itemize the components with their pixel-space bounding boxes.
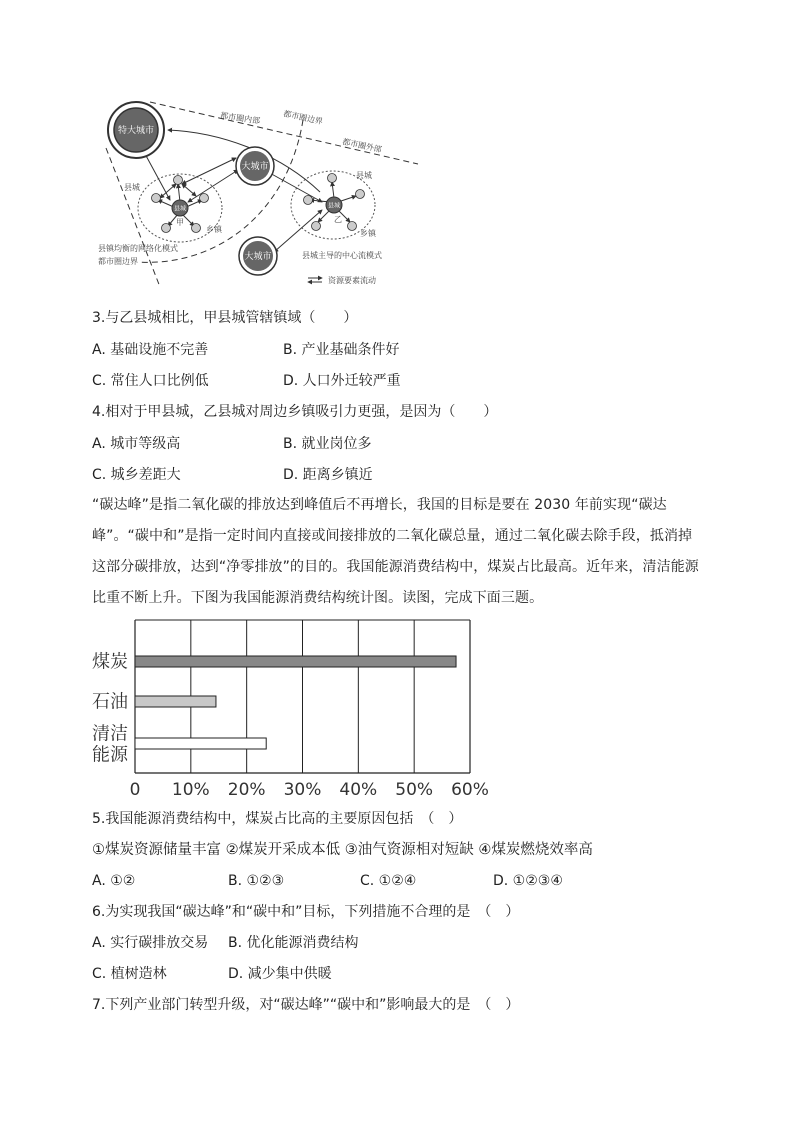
dashed-boundary-curve — [138, 120, 303, 262]
bar-清洁能源 — [135, 738, 266, 749]
metro-edge-top-label: 都市圈边界 — [282, 109, 324, 127]
q5-option-b: B. ①②③ — [228, 873, 285, 889]
county-label-right: 县城 — [356, 171, 372, 180]
x-tick-label-4: 40% — [339, 780, 378, 800]
category-label-石油-0: 石油 — [92, 691, 128, 713]
megacity-label: 特大城市 — [117, 126, 155, 136]
bar-石油 — [135, 696, 216, 707]
q6-option-a: A. 实行碳排放交易 — [92, 935, 209, 951]
x-tick-label-6: 60% — [451, 780, 489, 800]
q5-stem: 5.我国能源消费结构中，煤炭占比高的主要原因包括 （ ） — [92, 811, 463, 827]
q6-option-c: C. 植树造林 — [92, 966, 167, 982]
q3-stem: 3.与乙县城相比，甲县城管辖镇域（ ） — [92, 310, 358, 326]
legend-label: 资源要素流动 — [328, 276, 376, 285]
q4-option-a: A. 城市等级高 — [92, 436, 181, 452]
q3-option-b: B. 产业基础条件好 — [283, 342, 400, 358]
metro-inner-label: 都市圈内部 — [219, 111, 261, 126]
q4-option-b: B. 就业岗位多 — [283, 436, 372, 452]
mode-left-label: 县镇均衡的网络化模式 — [98, 244, 178, 253]
x-tick-label-5: 50% — [395, 780, 434, 800]
bar-煤炭 — [135, 656, 456, 667]
q5-items: ①煤炭资源储量丰富 ②煤炭开采成本低 ③油气资源相对短缺 ④煤炭燃烧效率高 — [92, 842, 593, 858]
legend-arrow-icon — [308, 278, 322, 282]
q5-option-a: A. ①② — [92, 873, 136, 889]
q4-option-d: D. 距离乡镇近 — [283, 467, 373, 483]
metro-outer-label: 都市圈外部 — [341, 137, 383, 155]
q3-option-c: C. 常住人口比例低 — [92, 373, 209, 389]
q5-option-c: C. ①②④ — [360, 873, 417, 889]
big-city-2-label: 大城市 — [244, 252, 272, 262]
q3-option-a: A. 基础设施不完善 — [92, 342, 209, 358]
q4-option-c: C. 城乡差距大 — [92, 467, 181, 483]
county-label-left: 县城 — [124, 183, 140, 192]
x-tick-label-3: 30% — [283, 780, 322, 800]
q4-stem: 4.相对于甲县城，乙县城对周边乡镇吸引力更强，是因为（ ） — [92, 404, 498, 420]
passage-text: “碳达峰”是指二氧化碳的排放达到峰值后不再增长，我国的目标是要在 2030 年前实现“碳达峰”。“碳中和”是指一定时间内直接或间接排放的二氧化碳总量，通过二氧化碳去除手段，抵消掉这部分碳排放，达到“净零排放”的目的。我国能源消费结构中，煤炭占比最高。近年来，清洁能源比重不断上升。下图为我国能源消费结构统计图。读图，完成下面三题。 — [92, 497, 699, 606]
q6-option-d: D. 减少集中供暖 — [228, 966, 332, 982]
town-label-left: 乡镇 — [206, 225, 222, 234]
town-label-right: 乡镇 — [360, 229, 376, 238]
q7-stem: 7.下列产业部门转型升级，对“碳达峰”“碳中和”影响最大的是 （ ） — [92, 997, 520, 1013]
x-tick-label-2: 20% — [227, 780, 266, 800]
category-label-清洁能源-0: 清洁 — [92, 723, 128, 745]
energy-consumption-chart — [88, 618, 508, 804]
yi-mark: 乙 — [334, 215, 342, 224]
jia-mark: 甲 — [176, 218, 184, 227]
x-tick-label-0: 0 — [129, 780, 141, 800]
big-city-1-label: 大城市 — [241, 162, 269, 172]
category-label-清洁能源-1: 能源 — [92, 744, 128, 766]
county-yi-label: 县城 — [327, 202, 341, 210]
x-tick-label-1: 10% — [171, 780, 210, 800]
dashed-boundary-left — [106, 148, 160, 287]
metro-edge-bottom-label: 都市圈边界 — [98, 257, 138, 266]
mode-right-label: 县城主导的中心流模式 — [302, 251, 382, 260]
county-jia-label: 县城 — [173, 205, 187, 213]
q3-option-d: D. 人口外迁较严重 — [283, 373, 401, 389]
q6-option-b: B. 优化能源消费结构 — [228, 935, 359, 951]
category-label-煤炭-0: 煤炭 — [92, 651, 128, 673]
urban-network-diagram — [98, 92, 428, 292]
q6-stem: 6.为实现我国“碳达峰”和“碳中和”目标，下列措施不合理的是 （ ） — [92, 904, 520, 920]
q5-option-d: D. ①②③④ — [493, 873, 563, 889]
